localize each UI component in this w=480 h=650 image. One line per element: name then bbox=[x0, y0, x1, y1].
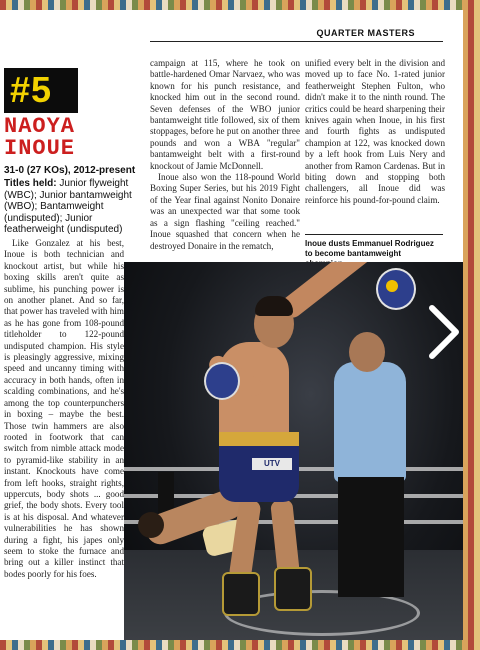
article-column-1 bbox=[4, 238, 124, 580]
boxer-boot bbox=[222, 572, 260, 616]
boxer-left-glove bbox=[204, 362, 240, 400]
boxer-trunks bbox=[219, 442, 299, 502]
boxer-name bbox=[4, 116, 75, 160]
rank-number: #5 bbox=[10, 69, 53, 110]
article-column-3 bbox=[305, 58, 445, 206]
boxer-boot bbox=[274, 567, 312, 611]
referee bbox=[334, 362, 406, 482]
fight-photo bbox=[124, 262, 463, 640]
boxer-name-first: NAOYA bbox=[4, 114, 76, 139]
fallen-boxer-head bbox=[138, 512, 164, 538]
titles-held bbox=[4, 178, 146, 236]
caption-rule bbox=[305, 234, 443, 235]
boxer-waistband bbox=[219, 432, 299, 446]
boxer-name-last: INOUE bbox=[4, 136, 76, 161]
next-page-arrow-icon[interactable] bbox=[424, 302, 463, 362]
fight-record: 31-0 (27 KOs), 2012-present bbox=[4, 165, 136, 176]
article-paragraph: Inoue also won the 118-pound World Boxing Super Series, but his 2019 Fight of the Year final against Nonito Donaire was an unexpected war that some took as a sign flashing "ceiling reached." Inoue squashed that concern when he destroyed Donaire in the rematch, bbox=[150, 172, 300, 251]
photo-caption: Inoue dusts Emmanuel Rodriguez to become bantamweight bbox=[305, 239, 434, 258]
section-label: QUARTER MASTERS bbox=[316, 28, 415, 38]
trunks-logo: UTV bbox=[252, 458, 292, 470]
referee-pants bbox=[338, 477, 404, 597]
titles-text: Junior flyweight (WBC); Junior bantamweight (WBO); Bantamweight (undisputed); Junior featherweight (undisputed) bbox=[4, 178, 132, 235]
titles-label: Titles held: bbox=[4, 178, 57, 189]
article-paragraph: Like Gonzalez at his best, Inoue is both technician and knockout artist, but while his boxing skills aren't quite as sublime, his punching power is on another planet. And so far, that power has traveled with him as he has gone from 108-pound titleholder to 122-pound undisputed champion. His style is pleasingly aggressive, mixing speed and uncanny timing with accuracy in both hands, often in scalding combinations, and he's among the top counterpunchers in boxing – maybe the best. Those twin hammers are also rooted in footwork that can switch from nimble attack mode to pyramid-like stability in an instant. Knockouts have come from left hooks, straight rights, uppercuts, body shots ... good grief, the body shots. Every tool is at his disposal. And whatever vulnerabilities he has shown during a fight, his japes only seem to stoke the furnace and bring out a killer instinct that bodes poorly for his foes. bbox=[4, 238, 124, 579]
article-paragraph: campaign at 115, where he took on battle-hardened Omar Narvaez, who was known for his punch resistance, and knocked him out in the second round. Seven defenses of the WBO junior bantamweight title followed, six of them stoppages, before he put on another three pounds and won a WBA "regular" bantamweight belt with a first-round knockout of Jamie McDonnell. bbox=[150, 58, 300, 171]
raised-glove bbox=[376, 268, 416, 310]
rank-badge bbox=[4, 68, 78, 113]
article-paragraph: unified every belt in the division and moved up to face No. 1-rated junior featherweight Stephen Fulton, who didn't make it to the ninth round. The critics could be heard sharpening their knives again when Inoue, in his first and fourth fights as undisputed champion at 122, was knocked down by a left hook from Luis Nery and another from Ramon Cardenas. But in biting down and stopping both challengers, all Inoue did was reinforce his pound-for-pound claim. bbox=[305, 58, 445, 205]
boxer-hair bbox=[255, 296, 293, 316]
header-rule bbox=[150, 41, 443, 42]
referee-head bbox=[349, 332, 385, 372]
article-column-2 bbox=[150, 58, 300, 252]
